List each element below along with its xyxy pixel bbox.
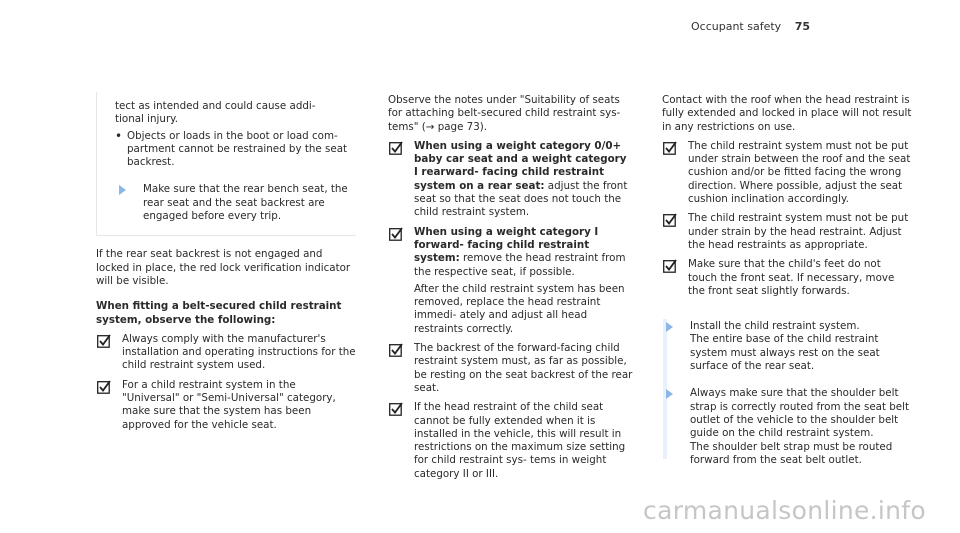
checklist-item [388, 140, 633, 220]
check-bold-text: When using a weight category I forward- facing child restraint system: [414, 225, 599, 265]
step-detail: The shoulder belt strap must be routed forward from the seat belt outlet. [690, 440, 893, 466]
step-item [115, 183, 356, 223]
checkbox-check-icon [97, 334, 111, 348]
box-line-2: tional injury. [115, 113, 179, 126]
checklist-item [388, 401, 633, 481]
check-text: Make sure that the child's feet do not touch the front seat. If necessary, move the front seat slightly forwards. [688, 258, 895, 297]
intro-paragraph: Contact with the roof when the head restraint is fully extended and locked in place will not result in any restrictions on use. [662, 94, 912, 133]
step-item [662, 320, 912, 373]
check-text: The backrest of the forward-facing child restraint system must, as far as possible, be resting on the seat backrest of the rear seat. [414, 342, 633, 394]
check-text: The child restraint system must not be put under strain between the roof and the seat cushion and/or be fitted facing the wrong direction. Where possible, adjust the seat cushion inclination accordingly. [688, 139, 911, 206]
column-2 [388, 94, 633, 481]
check-bold-text: When using a weight category 0/0+ baby car seat and a weight category I rearward- facing child restraint system on a rear seat: [414, 139, 627, 192]
page-number: 75 [794, 20, 810, 33]
check-text: For a child restraint system in the "Universal" or "Semi-Universal" category, make sure that the system has been approved for the vehicle seat. [122, 378, 336, 431]
bullet-text: Objects or loads in the boot or load com- partment cannot be restrained by the seat backrest. [127, 129, 348, 169]
section-title: Occupant safety [691, 20, 782, 33]
list-item [115, 130, 356, 170]
checkbox-check-icon [389, 227, 403, 241]
page-header [691, 20, 810, 33]
step-text: Make sure that the rear bench seat, the rear seat and the seat backrest are engaged before every trip. [143, 183, 348, 223]
checklist-item [662, 212, 912, 252]
check-text: If the head restraint of the child seat cannot be fully extended when it is installed in the vehicle, this will result in restrictions on the maximum size setting for child restraint sys- tems in weight category II or III. [414, 401, 626, 480]
step-item [662, 387, 912, 467]
checklist-item [662, 258, 912, 298]
triangle-step-icon [666, 322, 673, 332]
checklist-item [662, 140, 912, 206]
triangle-step-icon [666, 389, 673, 399]
step-text: Always make sure that the shoulder belt strap is correctly routed from the seat belt outlet of the vehicle to the shoulder belt guide on the child restraint system. [690, 387, 910, 440]
checkbox-check-icon [663, 141, 677, 155]
step-text: Install the child restraint system. [690, 320, 860, 333]
column-3 [662, 94, 912, 467]
check-text: remove the head restraint from the respective seat, if possible. [414, 252, 626, 278]
triangle-step-icon [119, 185, 126, 195]
watermark: carmanualsonline.info [643, 496, 926, 525]
paragraph: If the rear seat backrest is not engaged and locked in place, the red lock verification indicator will be visible. [96, 248, 351, 287]
checkbox-check-icon [97, 380, 111, 394]
check-text: The child restraint system must not be put under strain by the head restraint. Adjust the head restraints as appropriate. [688, 212, 909, 251]
check-text: Always comply with the manufacturer's installation and operating instructions for the child restraint system used. [122, 332, 356, 372]
checkbox-check-icon [663, 213, 677, 227]
checkbox-check-icon [663, 259, 677, 273]
step-detail: The entire base of the child restraint system must always rest on the seat surface of the rear seat. [690, 333, 880, 373]
check-text: adjust the front seat so that the seat does not touch the child restraint system. [414, 179, 628, 219]
checkbox-check-icon [389, 343, 403, 357]
intro-paragraph: Observe the notes under "Suitability of seats for attaching belt-secured child restraint sys- tems" (→ page 73). [388, 94, 621, 133]
box-line-1: tect as intended and could cause addi- [115, 100, 316, 112]
checklist-item [388, 226, 633, 336]
section-heading: When fitting a belt-secured child restraint system, observe the following: [96, 300, 342, 326]
checklist-item [96, 333, 356, 373]
column-1 [96, 92, 356, 432]
checkbox-check-icon [389, 402, 403, 416]
checkbox-check-icon [389, 141, 403, 155]
checklist-item [388, 342, 633, 395]
checklist-item [96, 379, 356, 432]
warning-box-continued [96, 92, 356, 236]
check-followup: After the child restraint system has been removed, replace the head restraint immedi- ately and adjust all head restraints correctly. [414, 282, 625, 335]
